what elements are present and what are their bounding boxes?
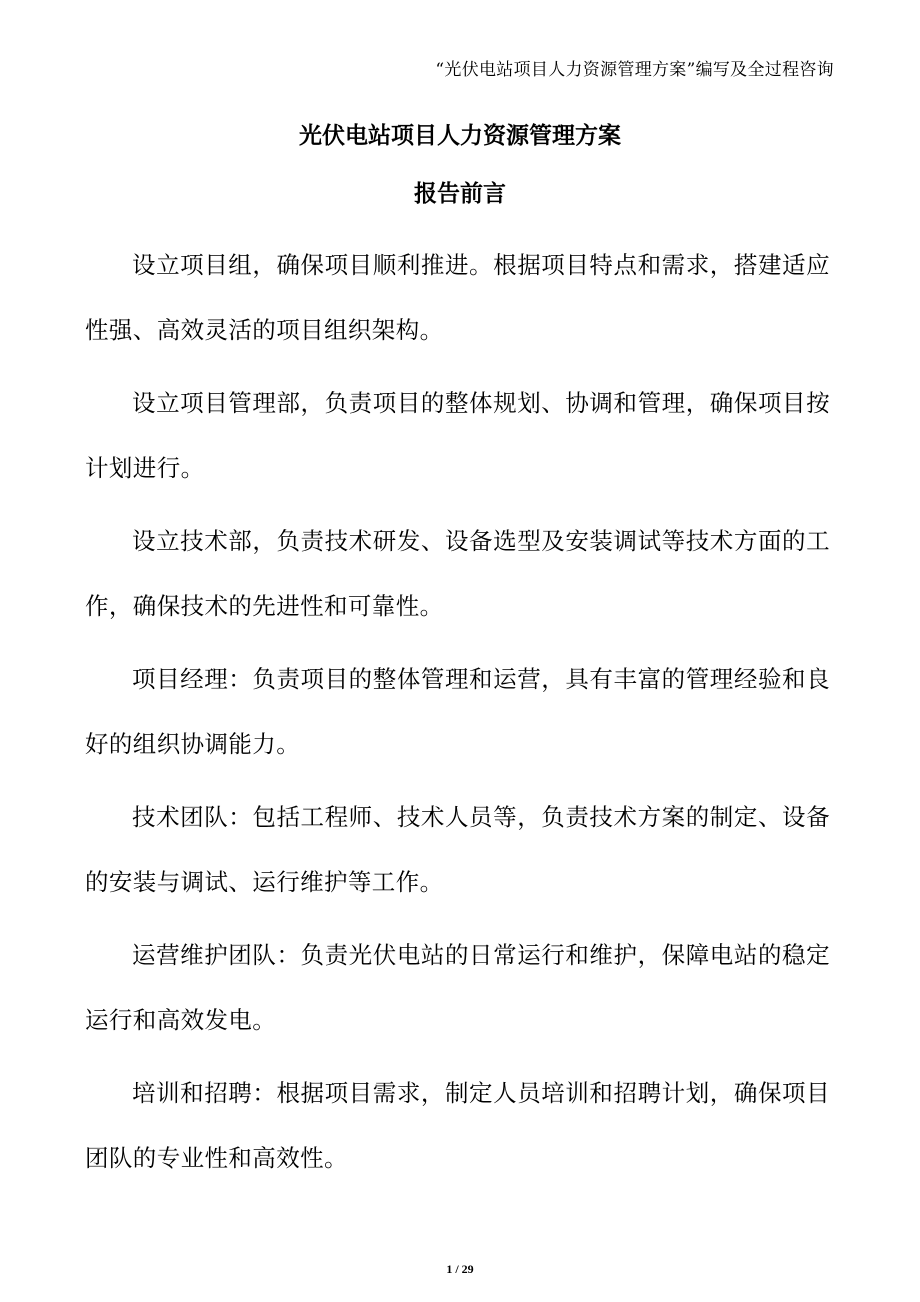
running-header: “光伏电站项目人力资源管理方案”编写及全过程咨询 [435, 60, 834, 80]
section-heading: 报告前言 [414, 181, 506, 207]
paragraph: 设立项目组，确保项目顺利推进。根据项目特点和需求，搭建适应性强、高效灵活的项目组织架构。 [85, 251, 830, 344]
document-body [85, 233, 830, 1199]
paragraph: 培训和招聘：根据项目需求，制定人员培训和招聘计划，确保项目团队的专业性和高效性。 [85, 1079, 830, 1172]
paragraph: 技术团队：包括工程师、技术人员等，负责技术方案的制定、设备的安装与调试、运行维护等工作。 [85, 803, 830, 896]
paragraph: 设立技术部，负责技术研发、设备选型及安装调试等技术方面的工作，确保技术的先进性和可靠性。 [85, 527, 830, 620]
document-title: 光伏电站项目人力资源管理方案 [299, 123, 621, 149]
paragraph: 运营维护团队：负责光伏电站的日常运行和维护，保障电站的稳定运行和高效发电。 [85, 941, 830, 1034]
page-number: 1 / 29 [446, 1262, 474, 1276]
paragraph: 项目经理：负责项目的整体管理和运营，具有丰富的管理经验和良好的组织协调能力。 [85, 665, 830, 758]
paragraph: 设立项目管理部，负责项目的整体规划、协调和管理，确保项目按计划进行。 [85, 389, 830, 482]
